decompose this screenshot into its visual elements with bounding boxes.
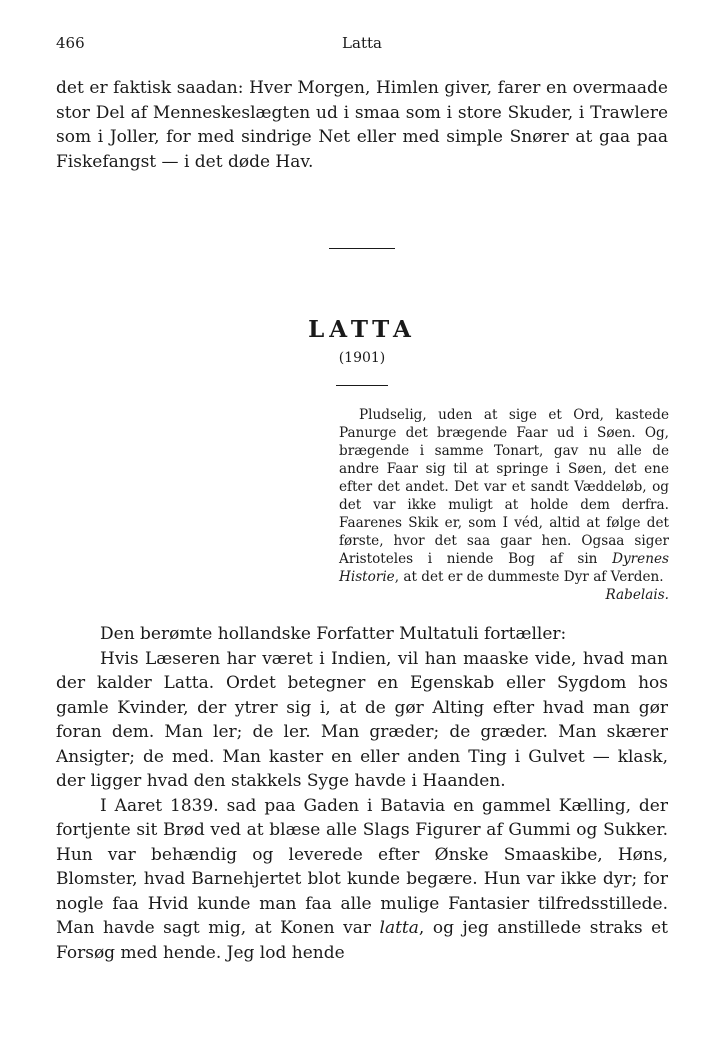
paragraph-3-text-before: I Aaret 1839. sad paa Gaden i Batavia en gammel Kælling, der fortjente sit Brød ved at blæse alle Slags Figurer af Gummi og Sukker. Hun var behændig og leverede efter Ønske Smaaskibe, Høns, Blomster, hvad Barnehjertet blot kunde begære. Hun var ikke dyr; for nogle faa Hvid kunde man faa alle mulige Fantasier tilfredsstillede. Man havde sagt mig, at Konen var [56,795,668,938]
paragraph-3-italic-word: latta [379,918,419,938]
title-divider [336,385,388,386]
epigraph-text-before: Pludselig, uden at sige et Ord, kastede Panurge det brægende Faar ud i Søen. Og, brægende i samme Tonart, gav nu alle de andre Faar sig til at springe i Søen, det ene efter det andet. Det var et sandt Væddeløb, og det var ikke muligt at holde dem derfra. Faarenes Skik er, som I véd, altid at følge det første, hvor det saa gaar hen. Ogsaa siger Aristoteles i niende Bog af sin [339,407,669,567]
running-title: Latta [342,34,382,52]
page-number: 466 [56,34,85,52]
chapter-title: LATTA [308,316,416,343]
chapter-year: (1901) [338,350,386,366]
section-divider [329,248,395,249]
continuation-paragraph: det er faktisk saadan: Hver Morgen, Himlen giver, farer en overmaade stor Del af Menneskeslægten ud i smaa som i store Skuder, i Trawlere som i Joller, for med sindrige Net eller med simple Snører at gaa paa Fiskefangst — i det døde Hav. [56,78,668,172]
epigraph [339,406,669,604]
paragraph-3 [56,794,668,966]
paragraph-2: Hvis Læseren har været i Indien, vil han maaske vide, hvad man der kalder Latta. Ordet betegner en Egenskab eller Sygdom hos gamle Kvinder, der ytrer sig i, at de gør Alting efter hvad man gør foran dem. Man ler; de ler. Man græder; de græder. Man skærer Ansigter; de med. Man kaster en eller anden Ting i Gulvet — klask, der ligger hvad den stakkels Syge havde i Haanden. [56,648,668,791]
paragraph-3-text-after: , og jeg anstillede straks et Forsøg med hende. Jeg lod hende [56,918,668,963]
epigraph-attribution: Rabelais. [605,587,669,603]
epigraph-text-after: , at det er de dummeste Dyr af Verden. [394,569,664,585]
epigraph-book-title: Dyrenes Historie [339,551,669,585]
epigraph-text [339,406,669,586]
running-head [56,30,668,56]
book-page [56,30,668,965]
paragraph-1: Den berømte hollandske Forfatter Multatuli fortæller: [100,624,567,644]
main-text [56,622,668,965]
